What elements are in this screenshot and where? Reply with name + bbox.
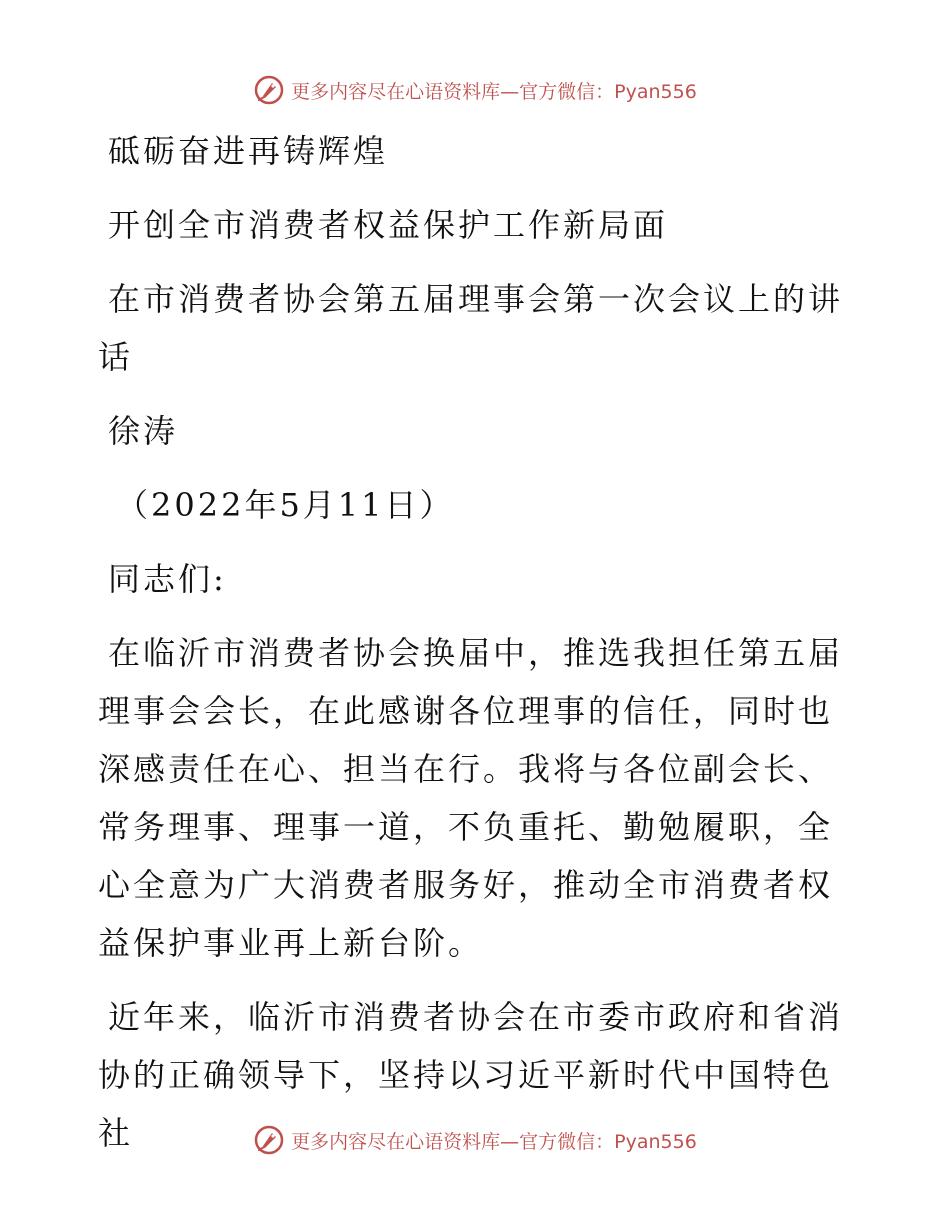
header-watermark <box>0 70 950 110</box>
watermark-text: 更多内容尽在心语资料库—官方微信：Pyan556 <box>291 80 697 103</box>
document-subtitle: 在市消费者协会第五届理事会第一次会议上的讲话 <box>98 280 844 376</box>
body-paragraph-1: 在临沂市消费者协会换届中，推选我担任第五届理事会会长，在此感谢各位理事的信任，同时也深感责任在心、担当在行。我将与各位副会长、常务理事、理事一道，不负重托、勤勉履职，全心全意为广大消费者服务好，推动全市消费者权益保护事业再上新台阶。 <box>98 634 844 962</box>
pen-nib-logo-icon <box>253 74 285 106</box>
watermark-text: 更多内容尽在心语资料库—官方微信：Pyan556 <box>291 1130 697 1153</box>
document-title-line-2: 开创全市消费者权益保护工作新局面 <box>108 206 669 244</box>
body-paragraph-2: 近年来，临沂市消费者协会在市委市政府和省消协的正确领导下，坚持以习近平新时代中国特色社 <box>98 998 844 1152</box>
document-author: 徐涛 <box>108 412 179 450</box>
pen-nib-logo-icon <box>253 1124 285 1156</box>
document-body <box>98 122 853 1178</box>
document-title-line-1: 砥砺奋进再铸辉煌 <box>108 132 389 170</box>
document-date: （2022年5月11日） <box>116 486 455 524</box>
document-salutation: 同志们: <box>108 560 227 598</box>
footer-watermark <box>0 1120 950 1160</box>
